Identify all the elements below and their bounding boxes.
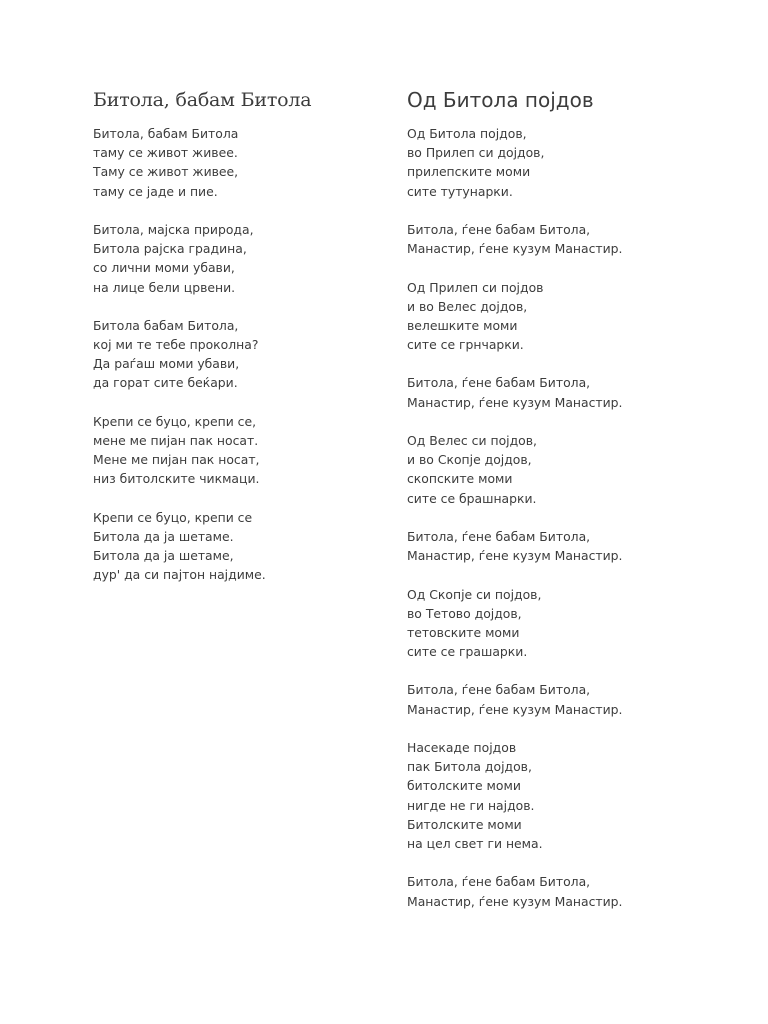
poem-line: на лице бели црвени. <box>93 279 236 295</box>
poem-line: Насекаде појдов <box>407 740 517 755</box>
poem-line: Манастир, ѓене кузум Манастир. <box>407 893 623 909</box>
poem-line: пак Битола дојдов, <box>407 759 532 775</box>
stanza <box>407 527 707 565</box>
poem-line: Битола, бабам Битола <box>93 126 239 141</box>
poem-line: мене ме пијан пак носат. <box>93 433 259 448</box>
poem-line: Таму се живот живее, <box>93 164 239 180</box>
poem-line: со лични моми убави, <box>93 260 235 276</box>
poem-line: сите се брашнарки. <box>407 490 537 506</box>
poem-line: кој ми те тебе проколна? <box>93 337 259 353</box>
stanza <box>407 872 707 910</box>
poem-line: Битола, ѓене бабам Битола, <box>407 221 591 237</box>
poem-line: да горат сите беќари. <box>93 375 238 391</box>
poem-line: Битола бабам Битола, <box>93 317 239 333</box>
poem-line: скопските моми <box>407 471 513 487</box>
poem-line: Битола, ѓене бабам Битола, <box>407 874 591 890</box>
poem-line: Манастир, ѓене кузум Манастир. <box>407 701 623 717</box>
poem-left-title: Битола, бабам Битола <box>93 89 312 111</box>
poem-line: во Прилеп си дојдов, <box>407 145 545 161</box>
poem-line: Битолските моми <box>407 816 522 832</box>
stanza <box>407 278 707 355</box>
poem-line: Од Скопје си појдов, <box>407 586 542 602</box>
stanza <box>93 508 373 585</box>
poem-line: Битола, мајска природа, <box>93 221 254 237</box>
poem-left-stanzas <box>93 124 373 585</box>
poem-line: тетовските моми <box>407 624 520 640</box>
poem-line: Битола да ја шетаме. <box>93 528 234 544</box>
stanza <box>93 220 373 297</box>
stanza <box>407 680 707 718</box>
poem-line: во Тетово дојдов, <box>407 605 522 621</box>
poem-right <box>407 86 707 930</box>
poem-line: сите се грашарки. <box>407 644 528 660</box>
stanza <box>407 585 707 662</box>
stanza <box>407 431 707 508</box>
stanza <box>407 738 707 853</box>
poem-line: Манастир, ѓене кузум Манастир. <box>407 548 623 564</box>
poem-line: сите тутунарки. <box>407 183 513 199</box>
poem-line: Битола рајска градина, <box>93 241 247 257</box>
poem-line: таму се јаде и пие. <box>93 183 218 199</box>
stanza <box>93 316 373 393</box>
poem-line: Крепи се буцо, крепи се <box>93 509 253 525</box>
poem-line: Битола да ја шетаме, <box>93 548 234 564</box>
poem-right-title: Од Битола појдов <box>407 88 594 112</box>
poem-line: и во Скопје дојдов, <box>407 452 532 468</box>
poem-line: таму се живот живее. <box>93 145 238 161</box>
poem-line: Битола, ѓене бабам Битола, <box>407 375 591 391</box>
poem-line: на цел свет ги нема. <box>407 835 543 851</box>
poem-line: Крепи се буцо, крепи се, <box>93 413 257 429</box>
stanza <box>93 124 373 201</box>
poem-line: низ битолските чикмаци. <box>93 471 260 487</box>
poem-line: Мене ме пијан пак носат, <box>93 452 260 468</box>
poem-line: Манастир, ѓене кузум Манастир. <box>407 394 623 410</box>
poem-line: прилепските моми <box>407 164 531 180</box>
poem-left <box>93 86 373 604</box>
poem-line: сите се грнчарки. <box>407 337 524 353</box>
poem-line: Од Велес си појдов, <box>407 433 537 448</box>
stanza <box>407 373 707 411</box>
stanza <box>407 124 707 201</box>
poem-line: дур' да си пајтон најдиме. <box>93 567 266 583</box>
poem-line: битолските моми <box>407 778 521 794</box>
poem-line: Манастир, ѓене кузум Манастир. <box>407 241 623 257</box>
stanza <box>407 220 707 258</box>
poem-right-stanzas <box>407 124 707 911</box>
poem-line: Битола, ѓене бабам Битола, <box>407 528 591 544</box>
poem-line: Да раѓаш моми убави, <box>93 356 240 372</box>
stanza <box>93 412 373 489</box>
poem-line: и во Велес дојдов, <box>407 298 528 314</box>
poem-line: Од Прилеп си појдов <box>407 279 544 295</box>
poem-line: Од Битола појдов, <box>407 126 527 141</box>
poem-line: нигде не ги најдов. <box>407 797 535 813</box>
poem-line: велешките моми <box>407 317 518 333</box>
poem-line: Битола, ѓене бабам Битола, <box>407 682 591 698</box>
